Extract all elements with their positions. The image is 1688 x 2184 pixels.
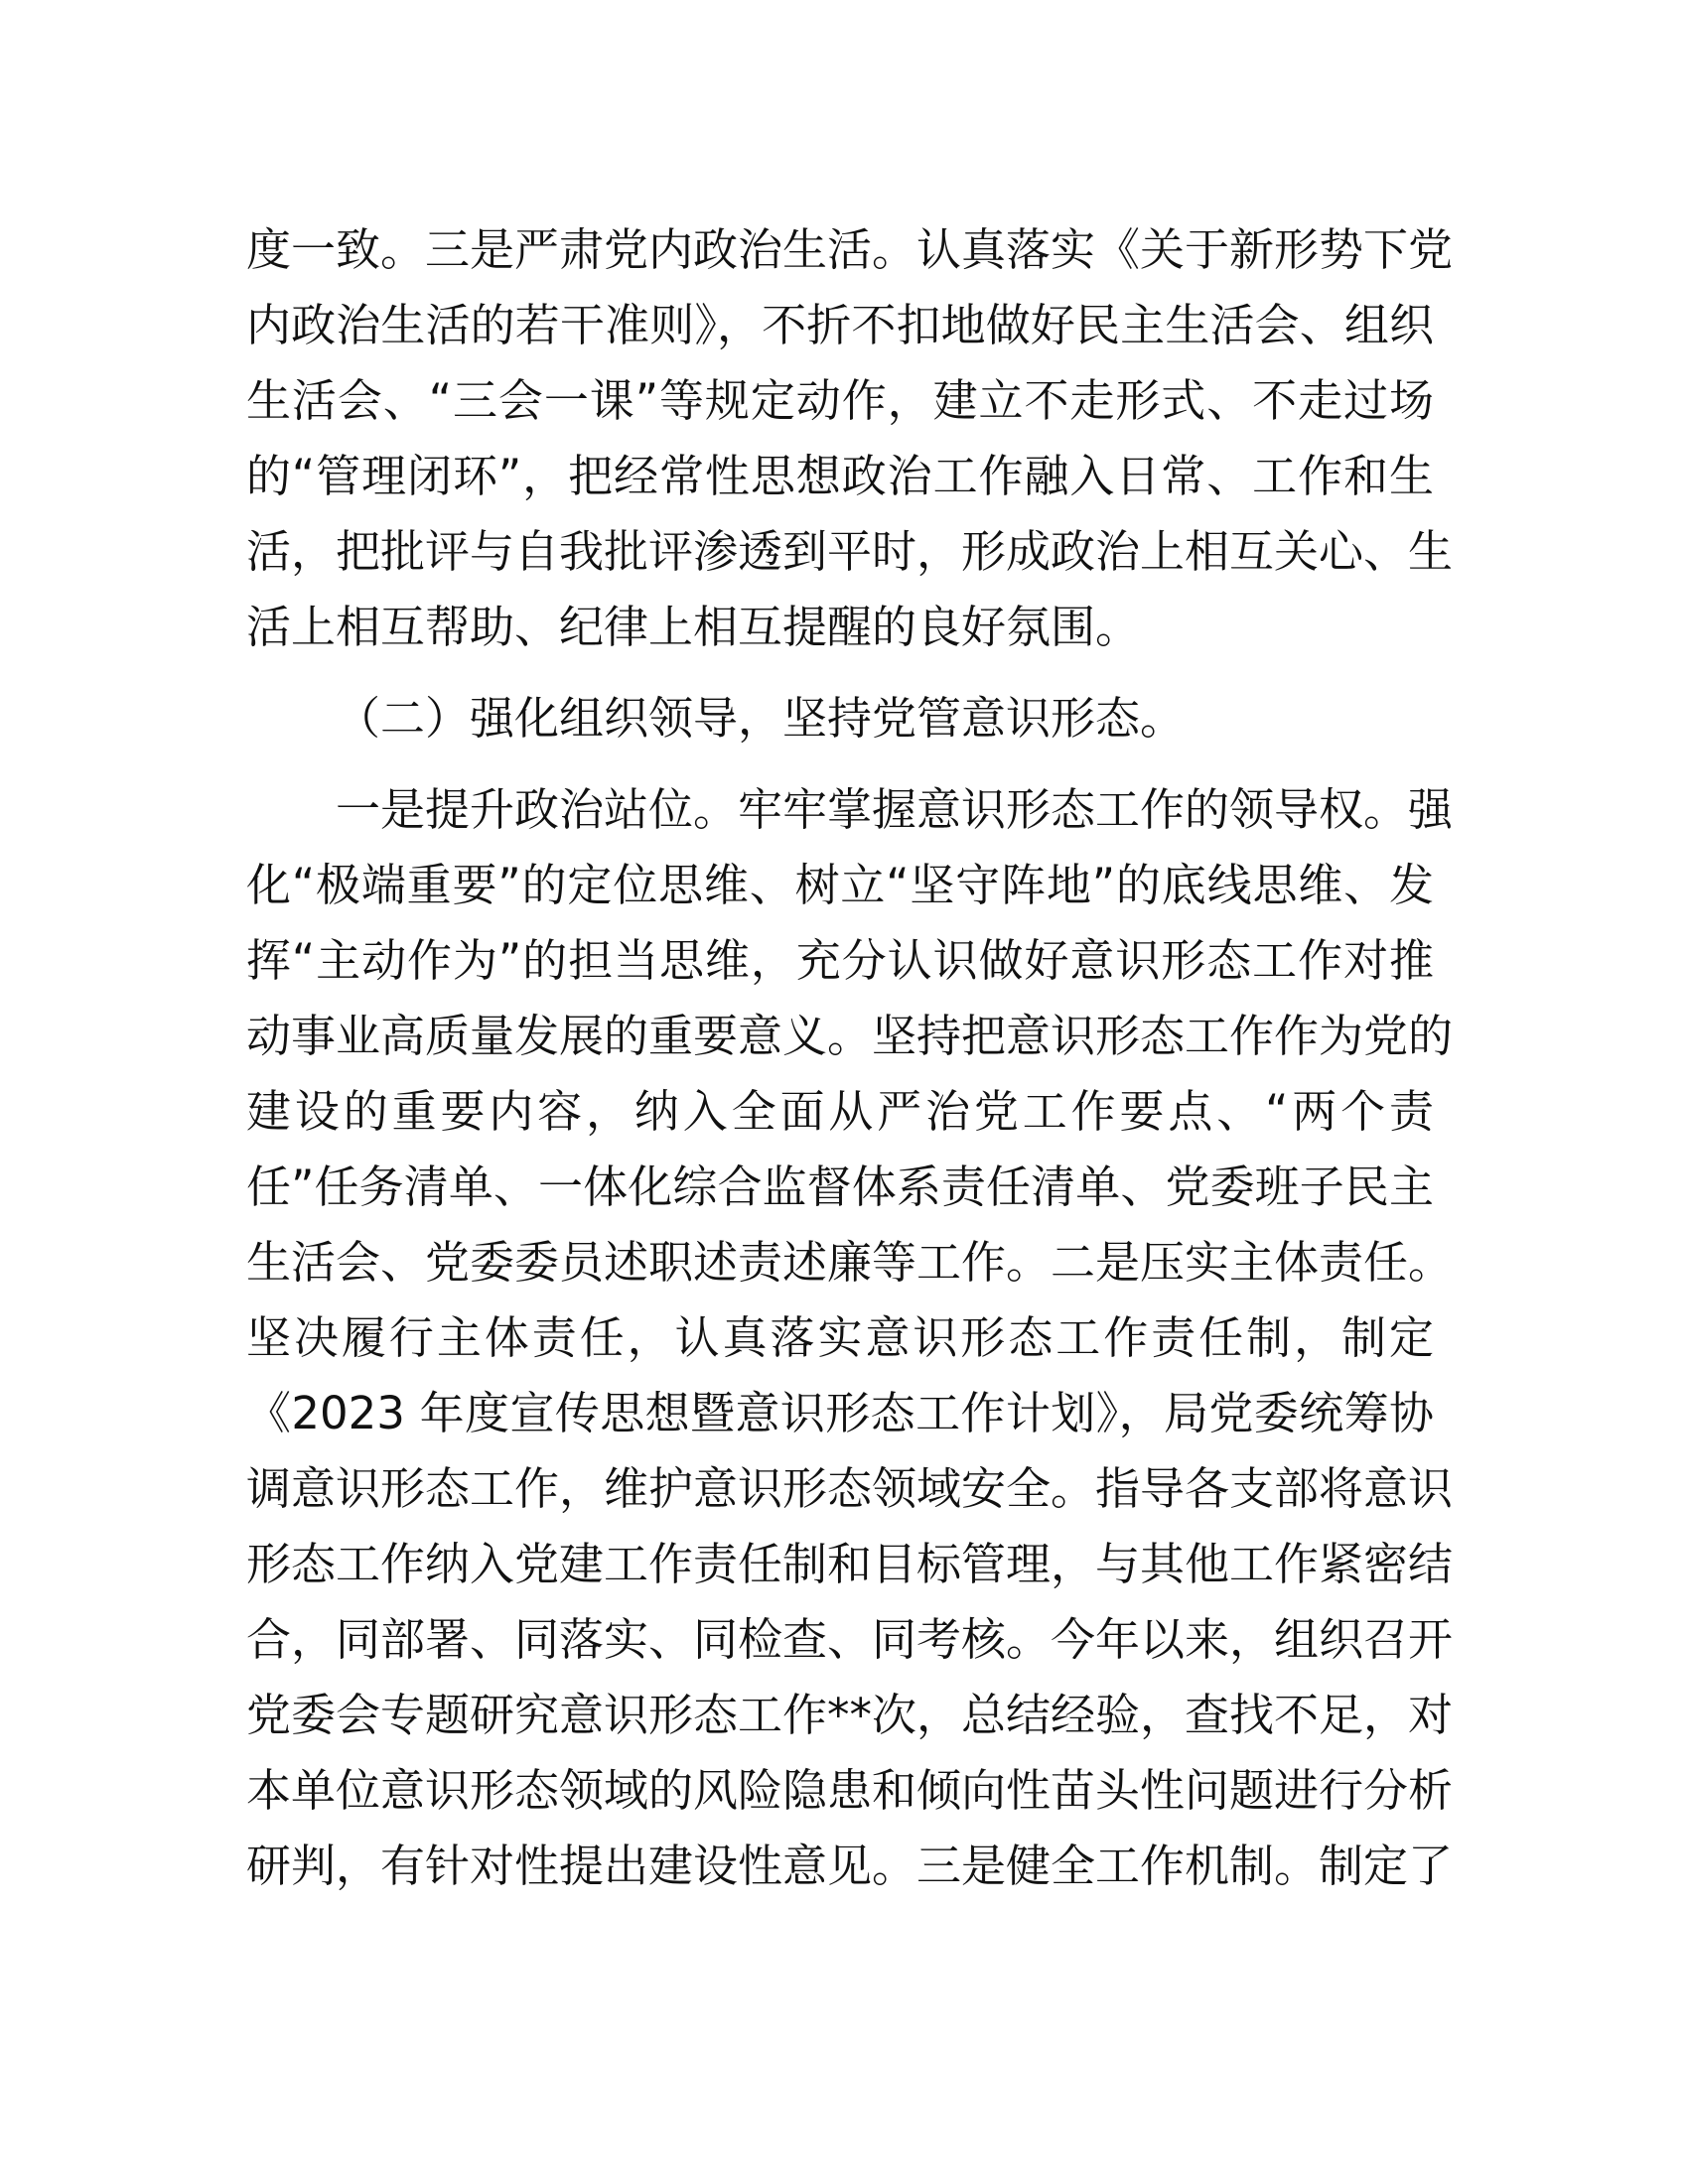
- paragraph-2-line-2: 化“极端重要”的定位思维、树立“坚守阵地”的底线思维、发: [246, 859, 1434, 911]
- paragraph-1-line-4: 的“管理闭环”，把经常性思想政治工作融入日常、工作和生: [246, 450, 1434, 502]
- paragraph-2-line-3: 挥“主动作为”的担当思维，充分认识做好意识形态工作对推: [246, 934, 1434, 987]
- paragraph-2-line-10: 调意识形态工作，维护意识形态领域安全。指导各支部将意识: [246, 1462, 1454, 1515]
- section-heading: （二）强化组织领导，坚持党管意识形态。: [336, 692, 1186, 745]
- paragraph-2-line-14: 本单位意识形态领域的风险隐患和倾向性苗头性问题进行分析: [246, 1764, 1454, 1817]
- paragraph-2-line-1: 一是提升政治站位。牢牢掌握意识形态工作的领导权。强: [336, 783, 1454, 836]
- paragraph-2-line-9: 《2023 年度宣传思想暨意识形态工作计划》，局党委统筹协: [246, 1387, 1434, 1439]
- paragraph-2-line-4: 动事业高质量发展的重要意义。坚持把意识形态工作作为党的: [246, 1010, 1454, 1062]
- paragraph-2-line-5: 建设的重要内容，纳入全面从严治党工作要点、“两个责: [246, 1085, 1434, 1138]
- paragraph-2-line-8: 坚决履行主体责任，认真落实意识形态工作责任制，制定: [246, 1311, 1434, 1364]
- paragraph-2-line-11: 形态工作纳入党建工作责任制和目标管理，与其他工作紧密结: [246, 1538, 1454, 1590]
- paragraph-2-line-7: 生活会、党委委员述职述责述廉等工作。二是压实主体责任。: [246, 1236, 1454, 1289]
- paragraph-1-line-6: 活上相互帮助、纪律上相互提醒的良好氛围。: [246, 601, 1141, 653]
- paragraph-2-line-15: 研判，有针对性提出建设性意见。三是健全工作机制。制定了: [246, 1840, 1454, 1892]
- paragraph-1-line-3: 生活会、“三会一课”等规定动作，建立不走形式、不走过场: [246, 374, 1434, 427]
- paragraph-1-line-2: 内政治生活的若干准则》，不折不扣地做好民主生活会、组织: [246, 299, 1434, 351]
- paragraph-2-line-12: 合，同部署、同落实、同检查、同考核。今年以来，组织召开: [246, 1613, 1454, 1666]
- paragraph-1-line-5: 活，把批评与自我批评渗透到平时，形成政治上相互关心、生: [246, 525, 1454, 578]
- paragraph-1-line-1: 度一致。三是严肃党内政治生活。认真落实《关于新形势下党: [246, 223, 1454, 276]
- paragraph-2-line-13: 党委会专题研究意识形态工作**次，总结经验，查找不足，对: [246, 1689, 1454, 1741]
- paragraph-2-line-6: 任”任务清单、一体化综合监督体系责任清单、党委班子民主: [246, 1160, 1434, 1213]
